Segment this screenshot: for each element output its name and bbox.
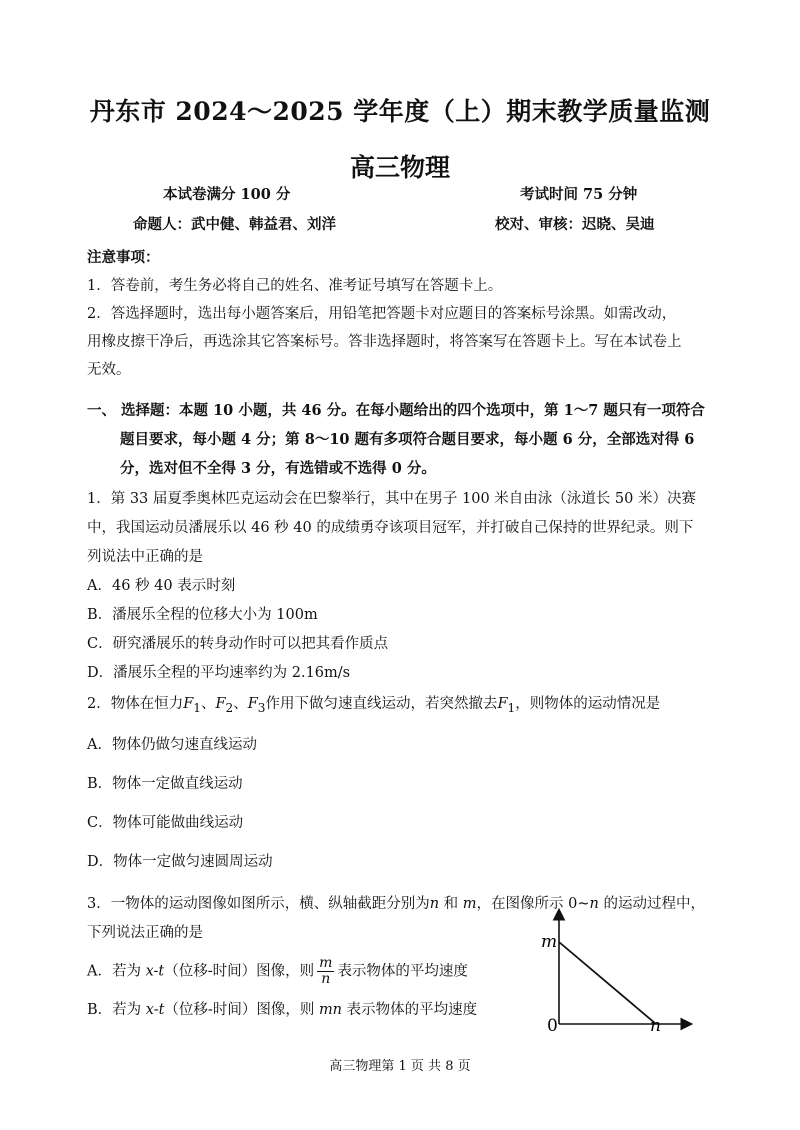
var-m: m xyxy=(462,896,477,912)
q1-line-2: 中，我国运动员潘展乐以 46 秒 40 的成绩勇夺该项目冠军，并打破自己保持的世界纪录。则下 xyxy=(87,520,694,536)
graph-line xyxy=(559,942,656,1024)
q2-stem-b: 作用下做匀速直线运动，若突然撤去 xyxy=(265,696,498,712)
force-f1: F xyxy=(183,696,194,712)
q2-option-a: A．物体仍做匀速直线运动 xyxy=(87,737,257,753)
q2-sep-2: 、 xyxy=(233,696,248,712)
var-n-2: n xyxy=(589,896,599,912)
var-mn: mn xyxy=(318,1002,343,1018)
authors: 命题人：武中健、韩益君、刘洋 xyxy=(133,216,336,233)
y-intercept-label: m xyxy=(541,932,558,952)
section-1-line-2: 题目要求，每小题 4 分；第 8～10 题有多项符合题目要求，每小题 6 分，全部选对得 6 xyxy=(120,431,695,448)
motion-graph xyxy=(530,905,700,1040)
q3-line-1-d: 的运动过程中， xyxy=(598,896,705,912)
q3-b-post: 表示物体的平均速度 xyxy=(342,1002,478,1018)
q1-option-a: A．46 秒 40 表示时刻 xyxy=(87,578,236,594)
force-f2-sub: 2 xyxy=(225,700,234,715)
q3-a-mid: （位移-时间）图像，则 xyxy=(164,963,315,980)
q2-stem-c: ，则物体的运动情况是 xyxy=(515,696,661,712)
q3-option-b xyxy=(87,998,477,1019)
q2-option-c: C．物体可能做曲线运动 xyxy=(87,815,244,831)
q2-sep-1: 、 xyxy=(200,696,216,712)
q3-b-mid: （位移-时间）图像，则 xyxy=(164,1002,319,1018)
fraction-denominator: n xyxy=(321,971,331,987)
q3-option-a xyxy=(87,956,468,987)
note-2-line-1: 2．答选择题时，选出每小题答案后，用铅笔把答题卡对应题目的答案标号涂黑。如需改动， xyxy=(87,306,677,322)
subject-title: 高三物理 xyxy=(349,153,450,182)
q3-a-post: 表示物体的平均速度 xyxy=(337,963,468,980)
q3-line-1-b: 和 xyxy=(439,896,463,912)
q3-a-xt: x-t xyxy=(145,963,165,980)
q1-option-c: C．研究潘展乐的转身动作时可以把其看作质点 xyxy=(87,636,389,652)
exam-title: 丹东市 2024～2025 学年度（上）期末教学质量监测 xyxy=(89,97,711,126)
q1-line-1: 1．第 33 届夏季奥林匹克运动会在巴黎举行，其中在男子 100 米自由泳（泳道长 50 米）决赛 xyxy=(87,491,696,507)
full-score: 本试卷满分 100 分 xyxy=(163,186,291,203)
q2-option-d: D．物体一定做匀速圆周运动 xyxy=(87,854,273,870)
section-1-line-1: 一、 选择题：本题 10 小题，共 46 分。在每小题给出的四个选项中，第 1～7 题只有一项符合 xyxy=(87,402,705,419)
force-f3: F xyxy=(247,696,258,712)
note-2-line-2: 用橡皮擦干净后，再选涂其它答案标号。答非选择题时，将答案写在答题卡上。写在本试卷上 xyxy=(87,334,682,350)
var-n: n xyxy=(429,896,440,912)
q2-stem xyxy=(87,692,660,715)
force-f2: F xyxy=(215,696,226,712)
q3-b-pre: B．若为 xyxy=(87,1002,146,1018)
q3-line-2: 下列说法正确的是 xyxy=(87,925,203,941)
section-1-line-3: 分，选对但不全得 3 分，有选错或不选得 0 分。 xyxy=(120,460,436,477)
fraction-m-over-n xyxy=(317,956,334,987)
note-2-line-3: 无效。 xyxy=(87,362,131,378)
x-intercept-label: n xyxy=(650,1016,661,1036)
notes-heading: 注意事项： xyxy=(87,249,160,266)
force-f1-removed-sub: 1 xyxy=(507,700,516,715)
force-f1-sub: 1 xyxy=(193,700,201,715)
note-1: 1．答卷前，考生务必将自己的姓名、准考证号填写在答题卡上。 xyxy=(87,278,503,294)
q3-line-1-a: 3．一物体的运动图像如图所示，横、纵轴截距分别为 xyxy=(87,896,430,912)
exam-time: 考试时间 75 分钟 xyxy=(520,186,638,203)
force-f1-removed: F xyxy=(497,696,508,712)
q2-stem-a: 2．物体在恒力 xyxy=(87,696,184,712)
q1-option-d: D．潘展乐全程的平均速率约为 2.16m/s xyxy=(87,665,351,681)
page-footer: 高三物理第 1 页 共 8 页 xyxy=(329,1059,471,1074)
force-f3-sub: 3 xyxy=(257,700,266,715)
reviewers: 校对、审核：迟晓、吴迪 xyxy=(495,216,655,233)
q2-option-b: B．物体一定做直线运动 xyxy=(87,776,243,792)
q1-option-b: B．潘展乐全程的位移大小为 100m xyxy=(87,607,318,623)
origin-label: 0 xyxy=(547,1016,558,1036)
q3-line-1-c: ，在图像所示 0~ xyxy=(476,896,590,912)
q3-b-xt: x-t xyxy=(145,1002,165,1018)
q3-a-pre: A．若为 xyxy=(87,963,146,980)
fraction-numerator: m xyxy=(319,955,333,971)
q1-line-3: 列说法中正确的是 xyxy=(87,549,203,565)
